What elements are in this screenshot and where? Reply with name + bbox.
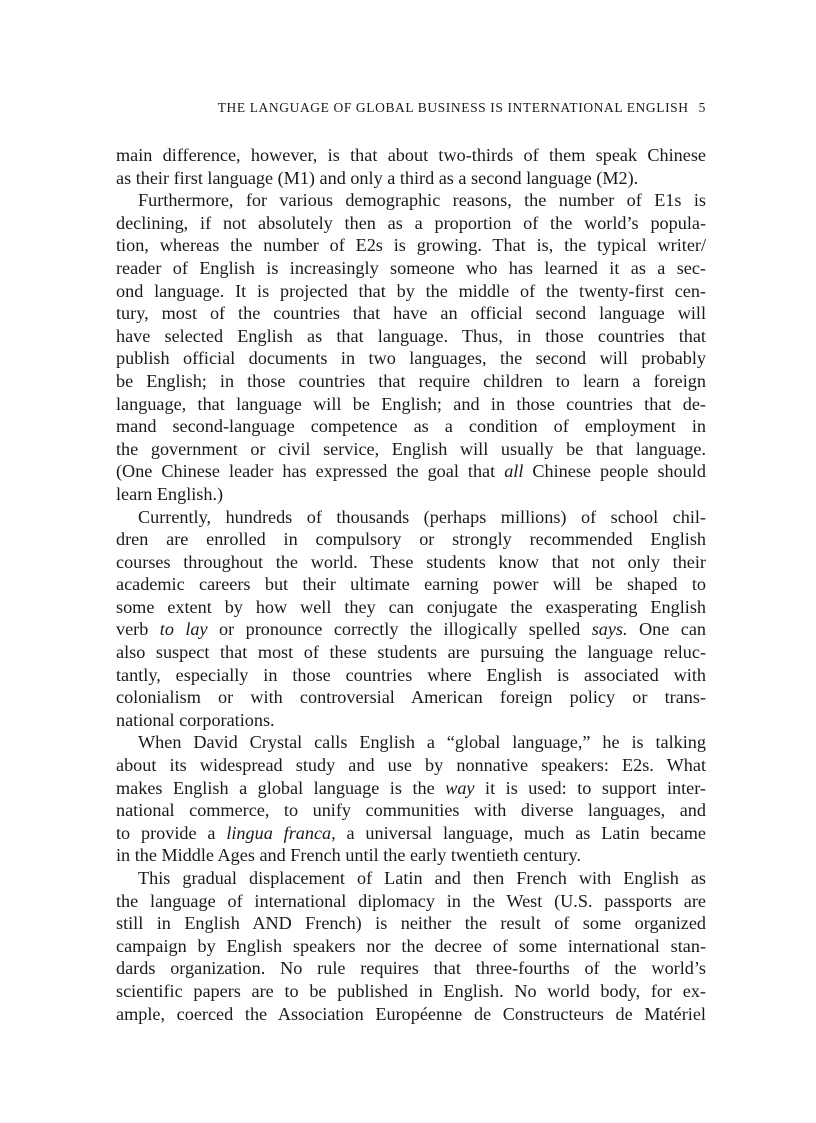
text-run: still in English AND French) is neither the result of some organized: [116, 913, 706, 934]
text-line: [116, 799, 706, 822]
text-line: [116, 754, 706, 777]
text-run: courses throughout the world. These students know that not only their: [116, 551, 706, 572]
text-line: [116, 144, 706, 167]
italic-text: all: [504, 461, 524, 482]
text-run: to provide a: [116, 822, 227, 843]
italic-text: lingua franca,: [226, 822, 336, 843]
text-run: national commerce, to unify communities with diverse languages, and: [116, 800, 706, 821]
text-run: dren are enrolled in compulsory or strongly recommended English: [116, 529, 706, 550]
text-line: [116, 257, 706, 280]
page-number: 5: [698, 100, 706, 115]
text-run: tury, most of the countries that have an official second language will: [116, 303, 706, 324]
text-line: [116, 822, 706, 845]
text-run: Currently, hundreds of thousands (perhaps millions) of school chil-: [138, 506, 706, 527]
text-run: mand second-language competence as a condition of employment in: [116, 416, 706, 437]
text-run: tion, whereas the number of E2s is growing. That is, the typical writer/: [116, 235, 706, 256]
text-line: [116, 415, 706, 438]
text-run: national corporations.: [116, 709, 275, 730]
text-line: [116, 935, 706, 958]
text-run: When David Crystal calls English a “global language,” he is talking: [138, 732, 706, 753]
text-line: [116, 686, 706, 709]
text-run: learn English.): [116, 483, 224, 504]
text-run: also suspect that most of these students are pursuing the language reluc-: [116, 642, 706, 663]
text-run: reader of English is increasingly someone who has learned it as a sec-: [116, 257, 706, 278]
text-run: ond language. It is projected that by the middle of the twenty-first cen-: [116, 280, 706, 301]
text-line: [116, 709, 706, 732]
text-run: the language of international diplomacy in the West (U.S. passports are: [116, 890, 706, 911]
text-line: [116, 890, 706, 913]
text-run: campaign by English speakers nor the decree of some international stan-: [116, 935, 706, 956]
text-run: main difference, however, is that about two-thirds of them speak Chinese: [116, 145, 706, 165]
text-run: tantly, especially in those countries where English is associated with: [116, 664, 706, 685]
text-run: language, that language will be English; and in those countries that de-: [116, 393, 706, 414]
italic-text: way: [445, 777, 475, 798]
text-line: [116, 957, 706, 980]
text-line: [116, 438, 706, 461]
text-run: it is used: to support inter-: [474, 777, 706, 798]
text-line: [116, 167, 706, 190]
text-line: [116, 325, 706, 348]
text-run: verb: [116, 619, 160, 640]
text-run: a universal language, much as Latin became: [335, 822, 706, 843]
text-line: [116, 1003, 706, 1026]
text-run: the government or civil service, English will usually be that language.: [116, 438, 706, 459]
text-line: [116, 551, 706, 574]
text-line: [116, 618, 706, 641]
text-run: or pronounce correctly the illogically spelled: [207, 619, 592, 640]
text-run: some extent by how well they can conjugate the exasperating English: [116, 596, 706, 617]
text-run: publish official documents in two languages, the second will probably: [116, 348, 706, 369]
text-line: [116, 483, 706, 506]
text-line: [116, 370, 706, 393]
text-run: One can: [627, 619, 706, 640]
text-run: This gradual displacement of Latin and then French with English as: [138, 868, 706, 888]
text-line: [116, 573, 706, 596]
text-run: as their first language (M1) and only a third as a second language (M2).: [116, 167, 639, 188]
text-run: scientific papers are to be published in English. No world body, for ex-: [116, 980, 706, 1001]
text-line: [116, 212, 706, 235]
text-line: [116, 777, 706, 800]
italic-text: says.: [591, 619, 628, 640]
text-run: ample, coerced the Association Européenne de Constructeurs de Matériel: [116, 1003, 706, 1024]
text-run: academic careers but their ultimate earning power will be shaped to: [116, 574, 706, 595]
text-run: Chinese people should: [523, 461, 706, 482]
text-run: have selected English as that language. Thus, in those countries that: [116, 325, 706, 346]
text-line: [116, 912, 706, 935]
text-line: [116, 280, 706, 303]
italic-text: to lay: [159, 619, 208, 640]
text-run: Furthermore, for various demographic reasons, the number of E1s is: [138, 190, 706, 211]
text-run: dards organization. No rule requires that three-fourths of the world’s: [116, 958, 706, 979]
text-run: makes English a global language is the: [116, 777, 446, 798]
text-line: [116, 528, 706, 551]
text-run: (One Chinese leader has expressed the goal that: [116, 461, 505, 482]
text-line: [116, 189, 706, 212]
text-line: [116, 347, 706, 370]
text-line: [116, 506, 706, 529]
text-line: [116, 867, 706, 890]
text-line: [116, 664, 706, 687]
text-run: be English; in those countries that require children to learn a foreign: [116, 370, 706, 391]
text-line: [116, 393, 706, 416]
text-line: [116, 460, 706, 483]
text-line: [116, 302, 706, 325]
text-line: [116, 596, 706, 619]
text-run: about its widespread study and use by nonnative speakers: E2s. What: [116, 755, 706, 776]
text-line: [116, 234, 706, 257]
text-run: colonialism or with controversial American foreign policy or trans-: [116, 687, 706, 708]
running-title: THE LANGUAGE OF GLOBAL BUSINESS IS INTERNATIONAL ENGLISH: [217, 100, 689, 115]
body-text: [116, 144, 706, 1025]
text-line: [116, 641, 706, 664]
text-line: [116, 731, 706, 754]
text-line: [116, 844, 706, 867]
text-run: declining, if not absolutely then as a proportion of the world’s popula-: [116, 212, 706, 233]
running-head: [116, 100, 706, 116]
text-line: [116, 980, 706, 1003]
text-run: in the Middle Ages and French until the early twentieth century.: [116, 845, 582, 866]
